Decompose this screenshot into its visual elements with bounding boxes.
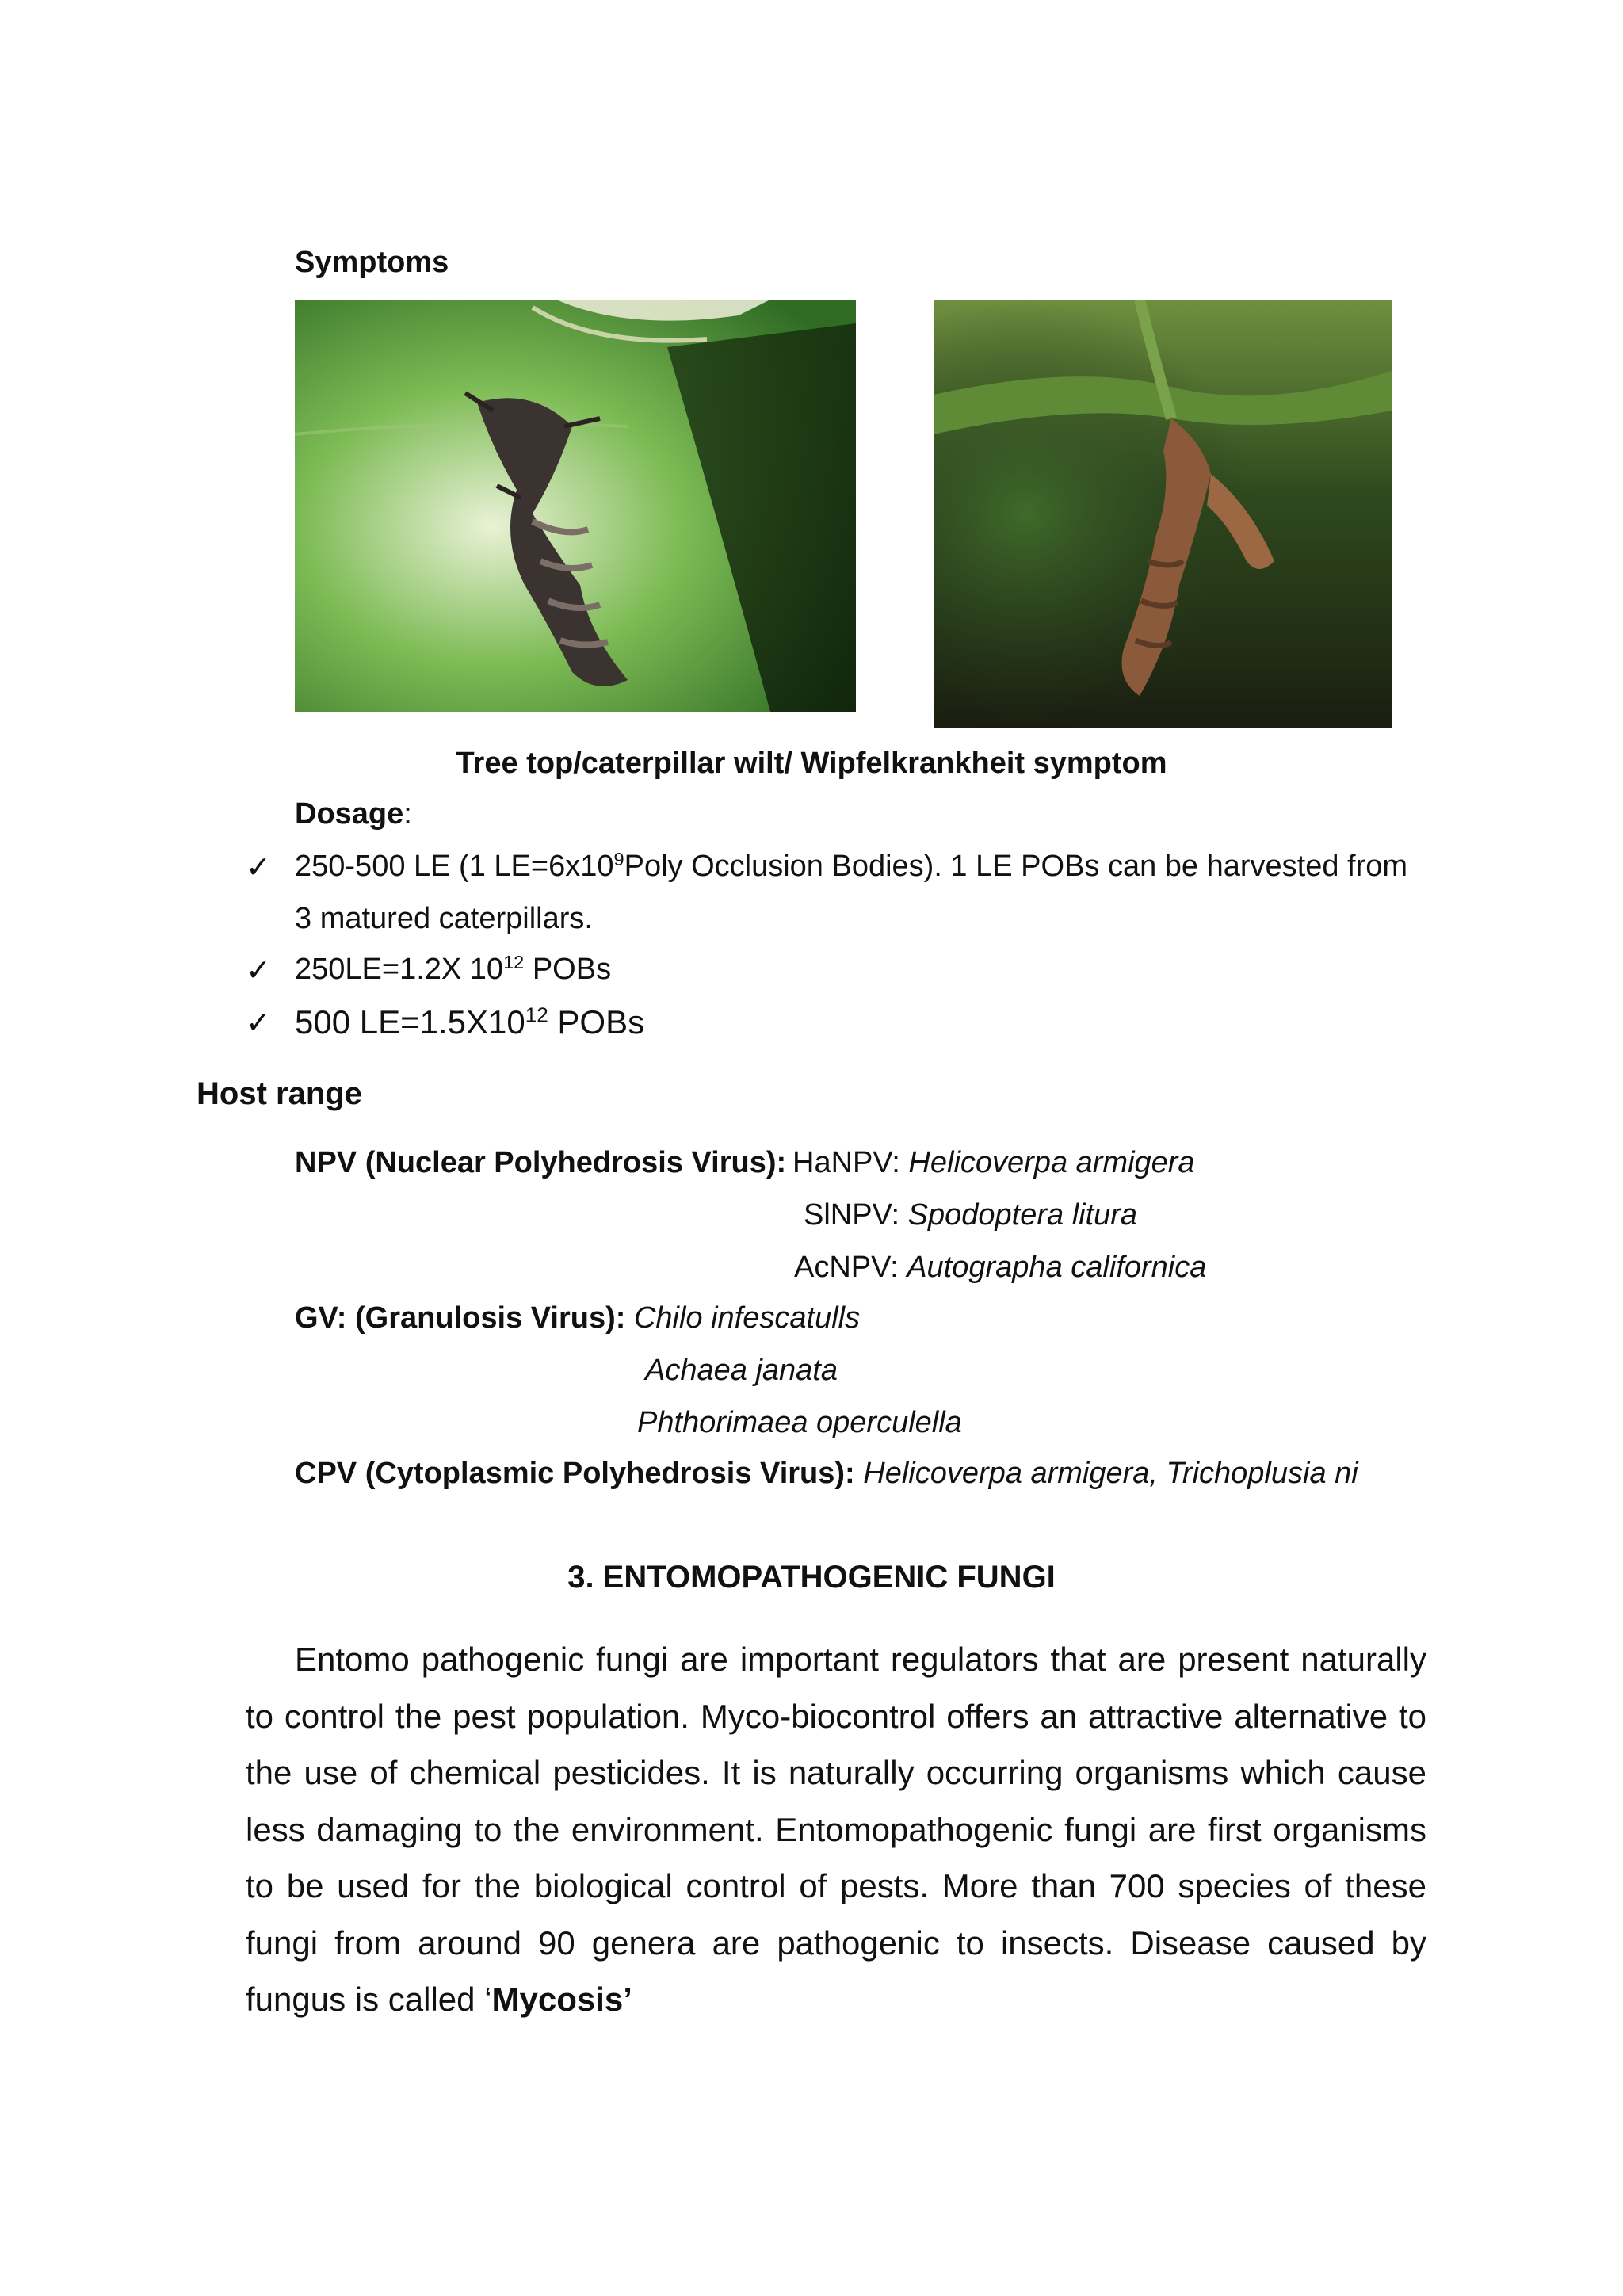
dosage-item-1 xyxy=(295,850,1407,884)
gv-species-2: Achaea janata xyxy=(645,1354,838,1387)
gv-label: GV: (Granulosis Virus): xyxy=(295,1301,626,1335)
dosage-item-3-exponent: 12 xyxy=(525,1003,548,1027)
dosage-item-2 xyxy=(295,953,611,987)
dosage-item-1-text: 250-500 LE (1 LE=6x10 xyxy=(295,850,614,883)
dosage-item-2-exponent: 12 xyxy=(503,952,525,973)
caterpillar-photo-left xyxy=(295,300,856,712)
caterpillar-photo-left-image xyxy=(295,300,856,712)
paragraph-term: Mycosis’ xyxy=(491,1981,632,2018)
npv-label: NPV (Nuclear Polyhedrosis Virus): xyxy=(295,1146,787,1179)
caterpillar-photo-right-image xyxy=(934,300,1392,728)
dosage-item-1-line2: 3 matured caterpillars. xyxy=(295,902,593,935)
npv-species: Helicoverpa armigera xyxy=(908,1146,1195,1179)
symptoms-heading: Symptoms xyxy=(295,246,449,279)
cpv-row xyxy=(295,1457,1358,1491)
gv-row xyxy=(295,1301,860,1335)
dosage-item-3 xyxy=(295,1003,644,1041)
figure-caption: Tree top/caterpillar wilt/ Wipfelkrankheit symptom xyxy=(456,747,1167,780)
npv-row xyxy=(295,1146,786,1180)
npv-species: Spodoptera litura xyxy=(907,1198,1138,1232)
npv-entry-1 xyxy=(792,1146,1195,1180)
section-paragraph xyxy=(246,1631,1426,2028)
paragraph-open-quote: ‘ xyxy=(484,1981,492,2018)
dosage-item-2-text-cont: POBs xyxy=(524,953,612,986)
dosage-item-3-text: 500 LE=1.5X10 xyxy=(295,1003,525,1041)
npv-code: SlNPV: xyxy=(804,1198,900,1232)
check-icon: ✓ xyxy=(246,1007,271,1040)
npv-species: Autographa californica xyxy=(907,1251,1207,1284)
check-icon: ✓ xyxy=(246,954,271,988)
dosage-label-line xyxy=(295,797,412,831)
gv-species-1: Chilo infescatulls xyxy=(633,1301,861,1335)
npv-entry-3 xyxy=(794,1251,1206,1285)
npv-entry-2 xyxy=(804,1198,1137,1232)
dosage-label: Dosage xyxy=(295,797,404,831)
dosage-item-2-text: 250LE=1.2X 10 xyxy=(295,953,504,986)
section-title: 3. ENTOMOPATHOGENIC FUNGI xyxy=(567,1560,1056,1595)
gv-species-3: Phthorimaea operculella xyxy=(637,1406,962,1439)
check-icon: ✓ xyxy=(246,851,271,884)
host-range-heading: Host range xyxy=(197,1076,362,1111)
dosage-item-1-exponent: 9 xyxy=(613,849,624,870)
dosage-item-1-text-cont: Poly Occlusion Bodies). 1 LE POBs can be harvested from xyxy=(624,850,1408,883)
caterpillar-photo-right xyxy=(934,300,1392,728)
cpv-species: Helicoverpa armigera, Trichoplusia ni xyxy=(863,1457,1358,1490)
paragraph-text: Entomo pathogenic fungi are important regulators that are present naturally to control the pest population. Myco-biocontrol offers an attractive alternative to the use of chemical pesticides. It is naturally occurring organisms which cause less damaging to the environment. Entomopathogenic fungi are first organisms to be used for the biological control of pests. More than 700 species of these fungi from around 90 genera are pathogenic to insects. Disease caused by fungus is called xyxy=(246,1641,1426,2018)
dosage-item-3-text-cont: POBs xyxy=(548,1003,645,1041)
npv-code: AcNPV: xyxy=(794,1251,899,1284)
npv-code: HaNPV: xyxy=(792,1146,900,1179)
cpv-label: CPV (Cytoplasmic Polyhedrosis Virus): xyxy=(295,1457,855,1490)
dosage-colon: : xyxy=(403,797,412,831)
